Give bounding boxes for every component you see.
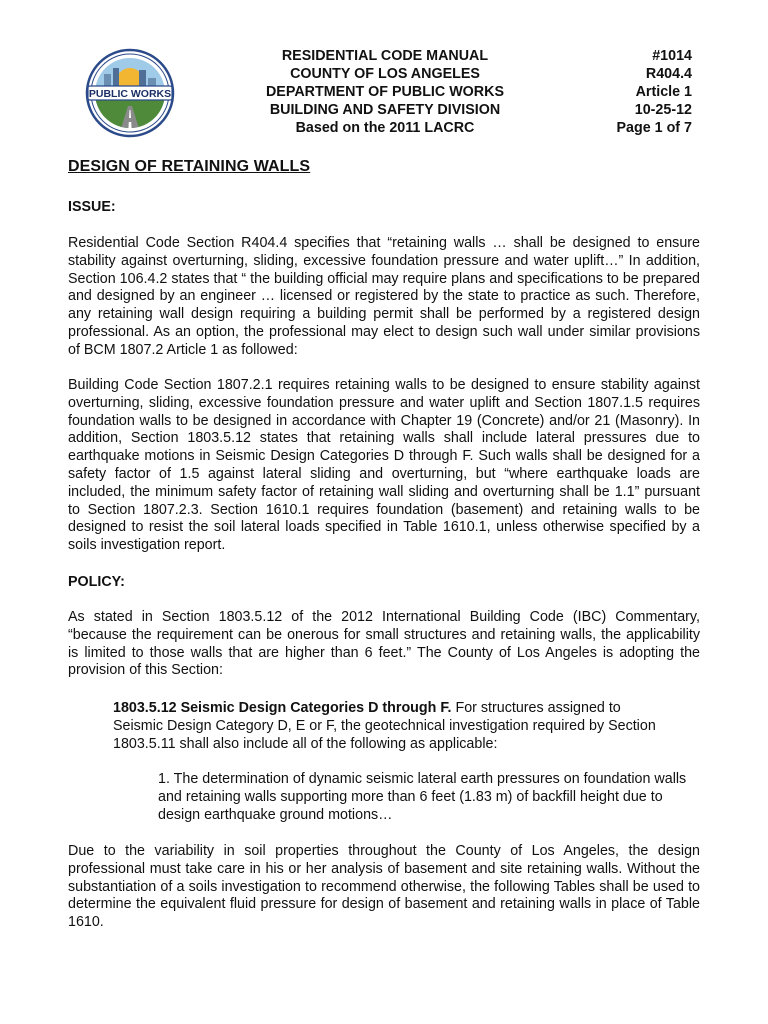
- issue-paragraph-1-text: Residential Code Section R404.4 specifies that “retaining walls … shall be designed to ensure stability against overturning, sliding, excessive foundation pressure and water uplift…” In addition, Section 106.4.2 states that “ the building official may require plans and specifications to be prepared and designed by an engineer … licensed or registered by the state to practice as such. Therefore, any retaining wall design requiring a building permit shall be performed by a registered design professional. As an option, the professional may elect to design such wall under similar provisions of BCM 1807.2 Article 1 as followed:: [68, 235, 700, 358]
- code-quote-item-1: 1. The determination of dynamic seismic lateral earth pressures on foundation walls and retaining walls supporting more than 6 feet (1.83 m) of backfill height due to design earthquake ground motions…: [158, 771, 687, 823]
- code-quote-body: For structures assigned to Seismic Design Category D, E or F, the geotechnical investigation required by Section 1803.5.11 shall also include all of the following as applicable:: [113, 700, 656, 752]
- public-works-logo: [82, 48, 178, 138]
- header-basis: Based on the 2011 LACRC: [295, 120, 475, 136]
- header-division: BUILDING AND SAFETY DIVISION: [269, 102, 501, 118]
- policy-heading: POLICY:: [68, 574, 125, 590]
- code-quote: [113, 700, 673, 753]
- header-right-block: [582, 47, 692, 137]
- header-county: COUNTY OF LOS ANGELES: [290, 66, 480, 82]
- header-date: 10-25-12: [634, 102, 692, 118]
- issue-paragraph-2-text: Building Code Section 1807.2.1 requires retaining walls to be designed to ensure stability against overturning, sliding, excessive foundation pressure and water uplift and Section 1807.1.5 requires foundation walls to be designed in accordance with Chapter 19 (Concrete) and/or 21 (Masonry). In addition, Section 1803.5.12 states that retaining walls shall include lateral pressures due to earthquake motions in Seismic Design Categories D through F. Such walls shall be designed for a safety factor of 1.5 against lateral sliding and overturning, but “where earthquake loads are included, the minimum safety factor of retaining wall sliding and overturning shall be 1.1” pursuant to Section 1807.2.3. Section 1610.1 requires foundation (basement) and retaining walls to be designed to resist the soil lateral loads specified in Table 1610.1, unless otherwise specified by a soils investigation report.: [68, 377, 700, 554]
- code-quote-heading: 1803.5.12 Seismic Design Categories D through F.: [113, 700, 452, 716]
- issue-paragraph-1: [68, 235, 700, 360]
- header-document-number: #1014: [652, 48, 692, 64]
- policy-paragraph-1: [68, 609, 700, 680]
- header-article: Article 1: [635, 84, 692, 100]
- issue-paragraph-2: [68, 377, 700, 555]
- header-manual-title: RESIDENTIAL CODE MANUAL: [281, 48, 489, 64]
- header-department: DEPARTMENT OF PUBLIC WORKS: [265, 84, 504, 100]
- header-code-section: R404.4: [645, 66, 692, 82]
- policy-paragraph-2-text: Due to the variability in soil properties throughout the County of Los Angeles, the design professional must take care in his or her analysis of basement and site retaining walls. Without the substantiation of a soils investigation to recommend otherwise, the following Tables shall be used to determine the equivalent fluid pressure for design of basement and retaining walls in place of Table 1610.: [68, 843, 700, 931]
- svg-text:PUBLIC WORKS: PUBLIC WORKS: [88, 88, 172, 100]
- policy-paragraph-2: [68, 843, 700, 932]
- header-page-number: Page 1 of 7: [616, 120, 692, 136]
- issue-heading: ISSUE:: [68, 199, 116, 215]
- header-center-block: [230, 47, 540, 137]
- policy-paragraph-1-text: As stated in Section 1803.5.12 of the 2012 International Building Code (IBC) Commentary, “because the requirement can be onerous for small structures and retaining walls, the applicability is limited to those walls that are higher than 6 feet.” The County of Los Angeles is adopting the provision of this Section:: [68, 609, 700, 679]
- document-title: DESIGN OF RETAINING WALLS: [68, 158, 311, 175]
